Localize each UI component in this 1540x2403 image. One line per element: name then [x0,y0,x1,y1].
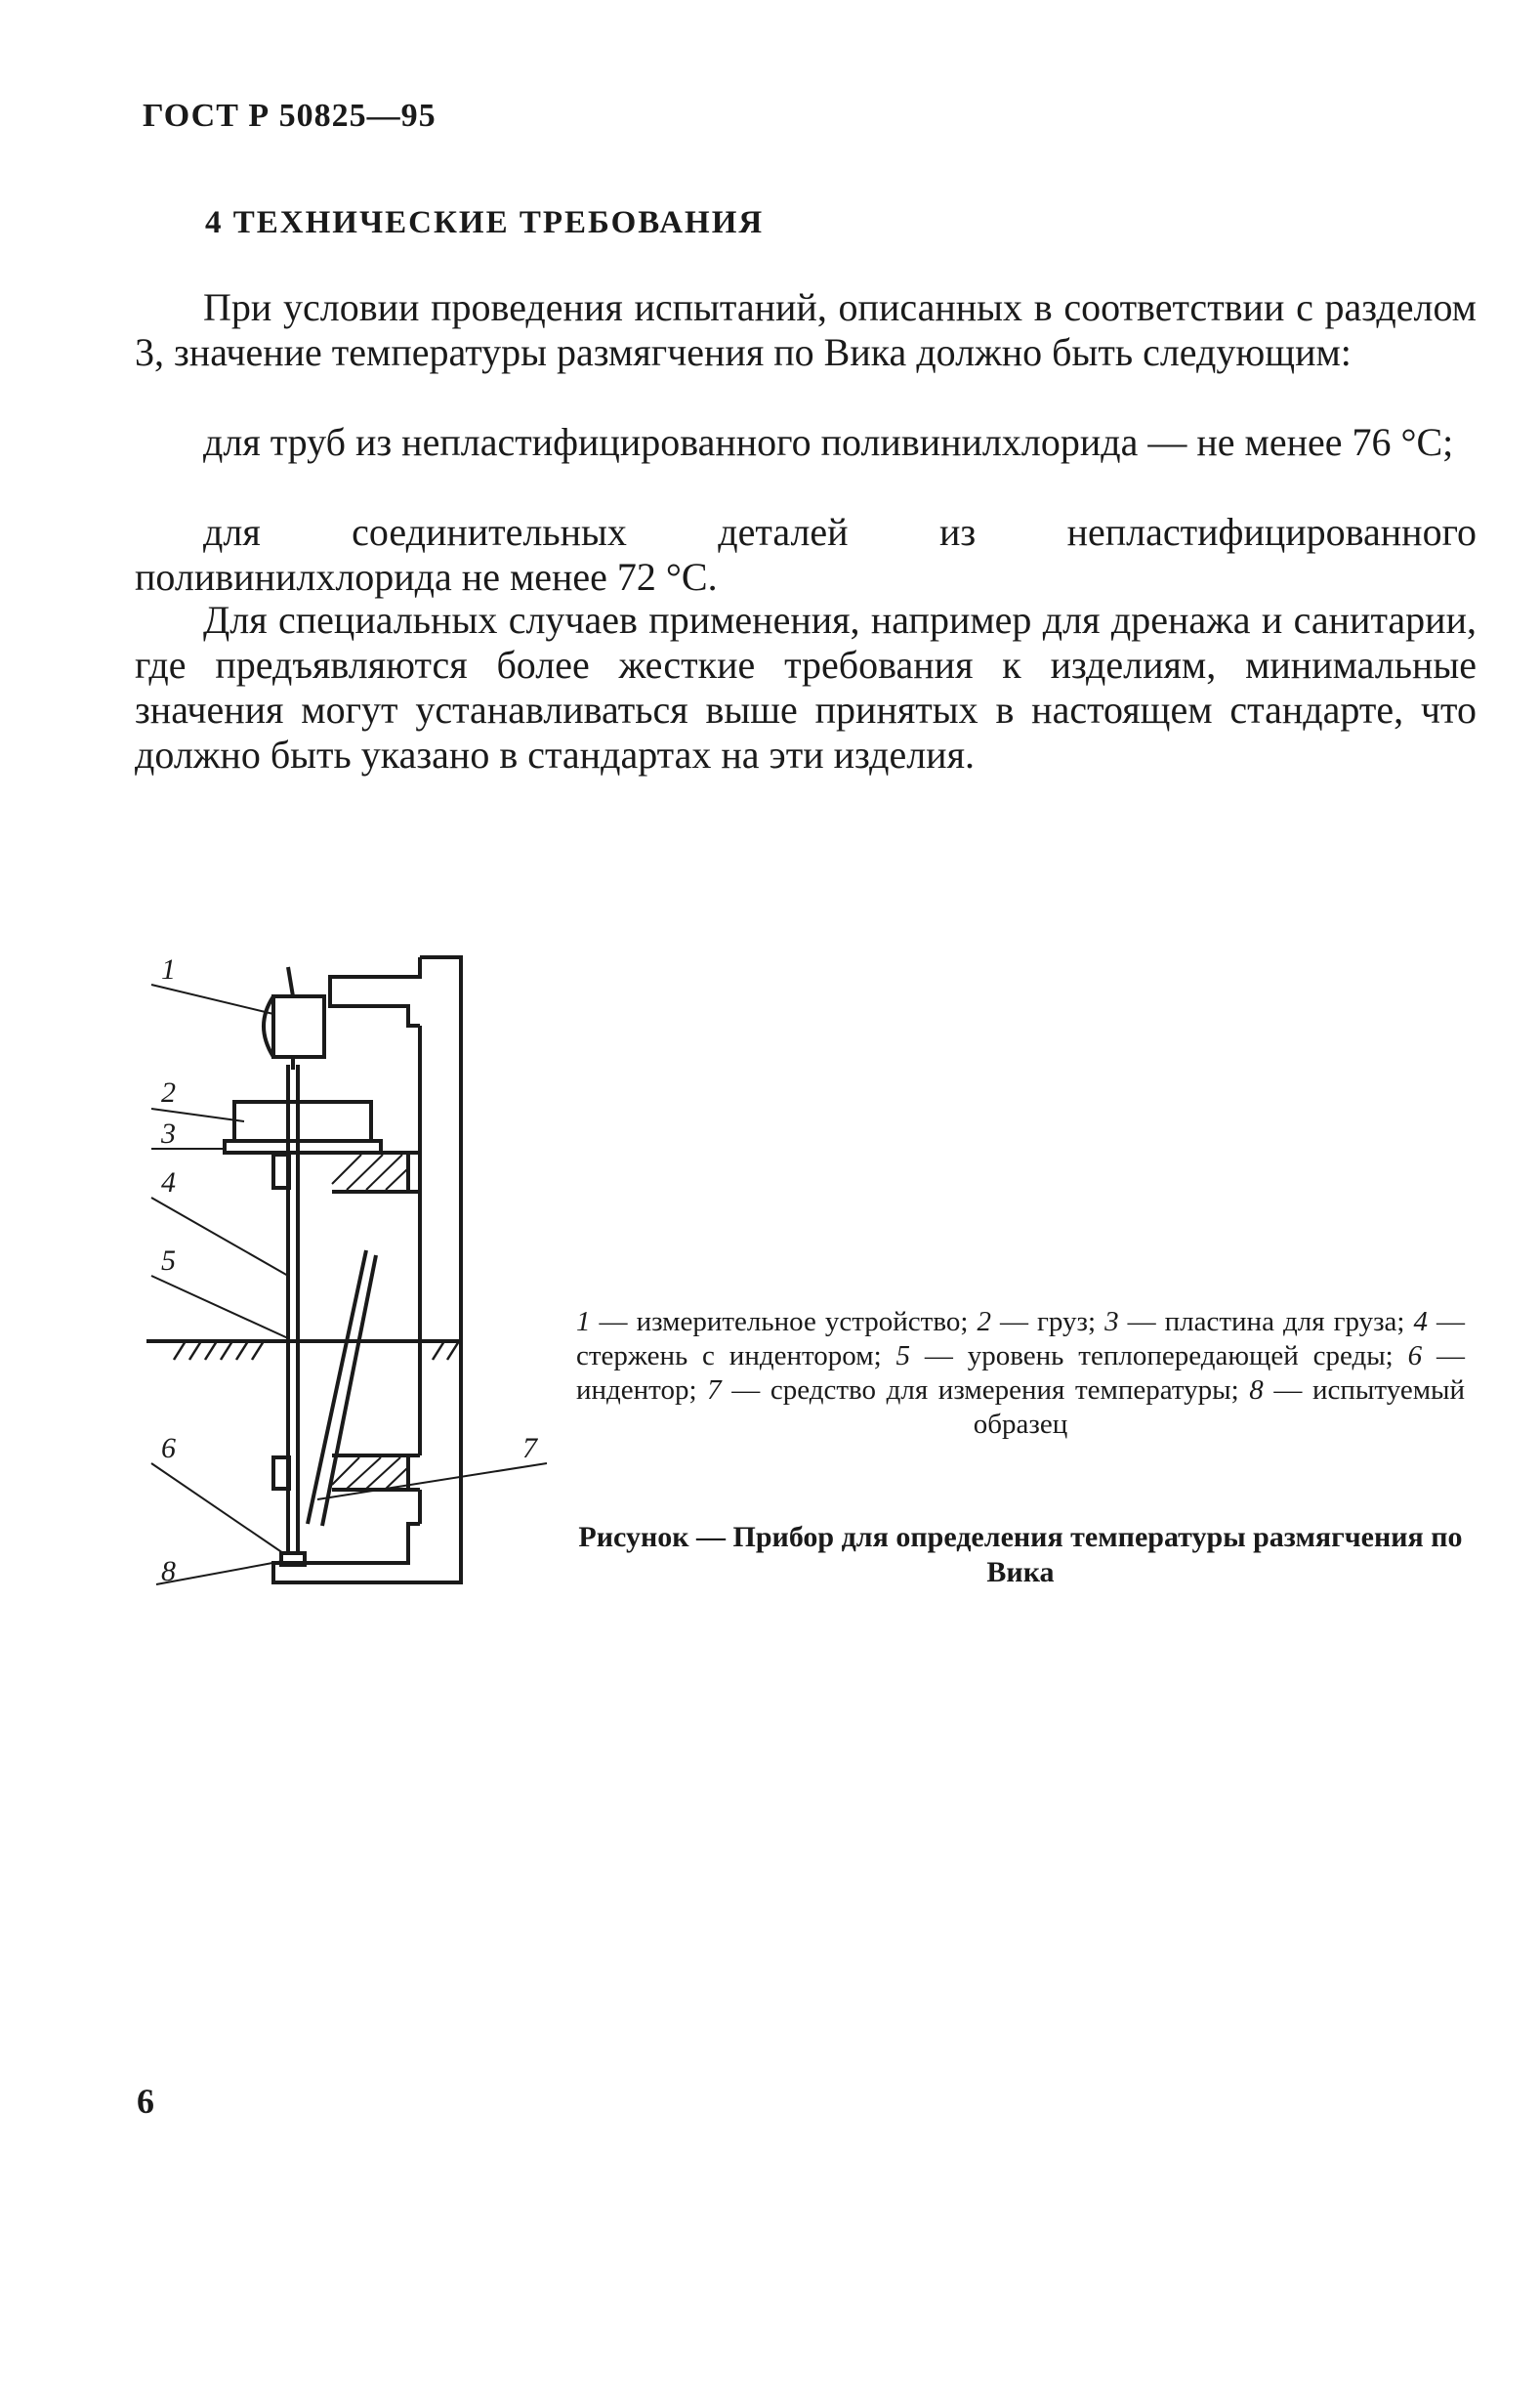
legend-text-6: индентор; [576,1374,697,1406]
legend-num-5: 5 [895,1340,911,1371]
weight [234,1102,371,1141]
legend-num-8: 8 [1249,1374,1264,1406]
legend-text-1: измерительное устройство; [636,1306,969,1337]
legend-text-5: уровень теплопередающей среды; [967,1340,1394,1371]
vicat-apparatus-drawing [137,928,566,1612]
legend-text-2: груз; [1037,1306,1097,1337]
legend-num-2: 2 [977,1306,991,1337]
leader-7 [317,1463,547,1499]
legend-text-3: пластина для груза; [1164,1306,1405,1337]
page-number: 6 [137,2082,154,2121]
frame-top-arm [330,957,420,1026]
specimen [281,1553,305,1565]
legend-text-7: средство для измерения температуры; [770,1374,1239,1406]
legend-num-6: 6 [1407,1340,1423,1371]
leader-6 [151,1463,283,1553]
vicat-apparatus-figure [137,928,566,1612]
leader-1 [151,985,273,1014]
paragraph-special-cases: Для специальных случаев применения, например для дренажа и санитарии, где предъявляются более жесткие требования к изделиям, минимальные значения могут устанавливаться выше принятых в настоящем стандарте, что должно быть указано в стандартах на эти изделия. [135,598,1477,777]
document-header: ГОСТ Р 50825—95 [143,98,437,134]
callout-8: 8 [161,1555,176,1587]
section-title: 4 ТЕХНИЧЕСКИЕ ТРЕБОВАНИЯ [205,205,765,240]
callout-4: 4 [161,1166,176,1199]
leader-5 [151,1276,288,1338]
callout-7: 7 [522,1432,537,1464]
medium-level-hatching [174,1341,459,1360]
paragraph-pipes: для труб из непластифицированного поливинилхлорида — не менее 76 °С; [203,420,1454,464]
paragraph-intro: При условии проведения испытаний, описанных в соответствии с разделом 3, значение температуры размягчения по Вика должно быть следующим: [135,285,1477,374]
legend-num-1: 1 [576,1306,591,1337]
legend-num-7: 7 [707,1374,722,1406]
callout-2: 2 [161,1076,176,1109]
upper-guide-bracket [332,1153,420,1192]
guide-hatching [332,1155,408,1489]
legend-text-8: испытуемый образец [973,1374,1466,1440]
legend-num-3: 3 [1104,1306,1119,1337]
legend-num-4: 4 [1413,1306,1428,1337]
callout-1: 1 [161,953,176,986]
measuring-device-body [273,996,324,1057]
frame-column [420,957,461,1582]
figure-caption: Рисунок — Прибор для определения температуры размягчения по Вика [578,1521,1463,1588]
figure-legend: 1 — измерительное устройство; 2 — груз; 3 — пластина для груза; 4 — стержень с индентором; 5 — уровень теплопередающей среды; 6 — индентор; 7 — средство для измерения температуры; 8 — испытуемый образец [576,1306,1466,1440]
weight-plate [225,1141,381,1153]
callout-3: 3 [161,1117,176,1150]
callout-6: 6 [161,1432,176,1464]
callout-5: 5 [161,1244,176,1277]
paragraph-fittings: для соединительных деталей из непластифицированного поливинилхлорида не менее 72 °С. [135,510,1477,599]
thermometer [308,1250,366,1524]
legend-text-4: стержень с индентором; [576,1340,882,1371]
